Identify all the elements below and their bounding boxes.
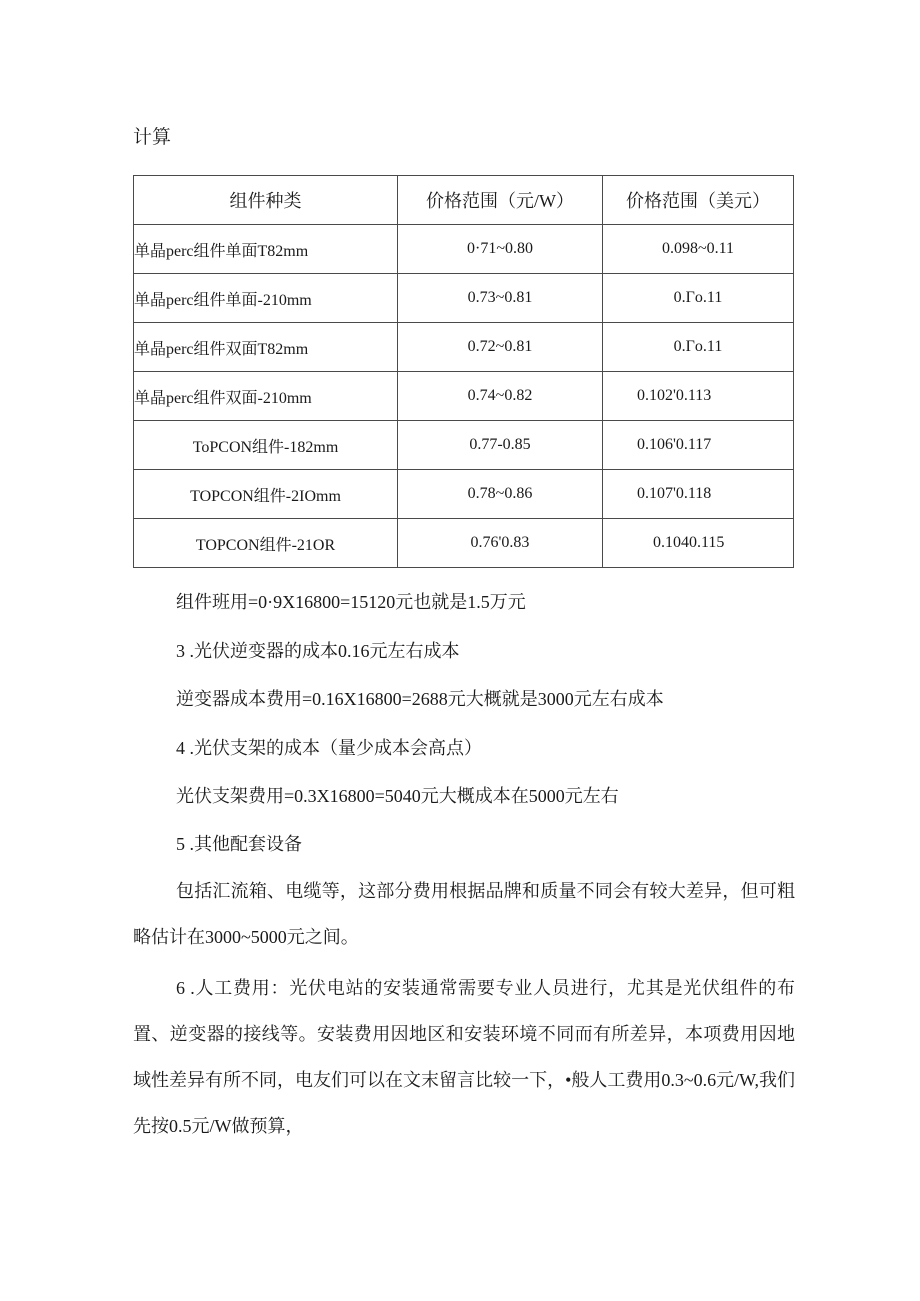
table-cell-price-cny: 0·71~0.80: [398, 225, 603, 274]
paragraph-bracket-cost: 光伏支架费用=0.3X16800=5040元大概成本在5000元左右: [176, 786, 619, 806]
table-cell-price-cny: 0.78~0.86: [398, 470, 603, 519]
table-cell-price-cny: 0.76'0.83: [398, 519, 603, 568]
table-cell-price-usd: 0.Γo.11: [603, 323, 794, 372]
table-cell-type: ToPCON组件-182mm: [134, 421, 398, 470]
table-header-row: [134, 176, 794, 225]
header-cell-type: 组件种类: [134, 176, 398, 225]
price-table: [133, 175, 794, 568]
paragraph-bracket-heading: 4 .光伏支架的成本（量少成本会高点）: [176, 738, 482, 758]
paragraph-other-heading: 5 .其他配套设备: [176, 834, 302, 854]
table-row: [134, 372, 794, 421]
table-row: [134, 323, 794, 372]
table-cell-price-usd: 0.102'0.113: [603, 372, 794, 421]
table-cell-price-cny: 0.73~0.81: [398, 274, 603, 323]
table-row: [134, 274, 794, 323]
header-cell-price-usd: 价格范围（美元）: [603, 176, 794, 225]
table-cell-price-usd: 0.107'0.118: [603, 470, 794, 519]
table-cell-type: 单晶perc组件双面-210mm: [134, 372, 398, 421]
table-cell-type: TOPCON组件-21OR: [134, 519, 398, 568]
paragraph-inverter-heading: 3 .光伏逆变器的成本0.16元左右成本: [176, 641, 460, 661]
table-row: [134, 421, 794, 470]
table-cell-price-usd: 0.098~0.11: [603, 225, 794, 274]
paragraph-module-cost: 组件班用=0·9X16800=15120元也就是1.5万元: [176, 592, 526, 612]
table-cell-price-cny: 0.72~0.81: [398, 323, 603, 372]
table-row: [134, 225, 794, 274]
table-cell-type: 单晶perc组件双面T82mm: [134, 323, 398, 372]
table-cell-price-usd: 0.106'0.117: [603, 421, 794, 470]
paragraph-inverter-cost: 逆变器成本费用=0.16X16800=2688元大概就是3000元左右成本: [176, 689, 664, 709]
table-row: [134, 519, 794, 568]
table-cell-type: 单晶perc组件单面T82mm: [134, 225, 398, 274]
paragraph-other-equipment: 包括汇流箱、电缆等，这部分费用根据品牌和质量不同会有较大差异，但可粗略估计在3000~5000元之间。: [133, 881, 795, 947]
table-cell-price-cny: 0.77-0.85: [398, 421, 603, 470]
table-cell-price-usd: 0.Γo.11: [603, 274, 794, 323]
table-cell-type: 单晶perc组件单面-210mm: [134, 274, 398, 323]
table-row: [134, 470, 794, 519]
table-cell-price-usd: 0.1040.115: [603, 519, 794, 568]
table-cell-type: TOPCON组件-2IOmm: [134, 470, 398, 519]
paragraph-labor-cost: 6 .人工费用：光伏电站的安装通常需要专业人员进行，尤其是光伏组件的布置、逆变器的接线等。安装费用因地区和安装环境不同而有所差异，本项费用因地域性差异有所不同，电友们可以在文末留言比较一下，•般人工费用0.3~0.6元/W,我们先按0.5元/W做预算，: [133, 978, 795, 1136]
section-heading: 计算: [133, 126, 172, 148]
header-cell-price-cny: 价格范围（元/W）: [398, 176, 603, 225]
table-cell-price-cny: 0.74~0.82: [398, 372, 603, 421]
